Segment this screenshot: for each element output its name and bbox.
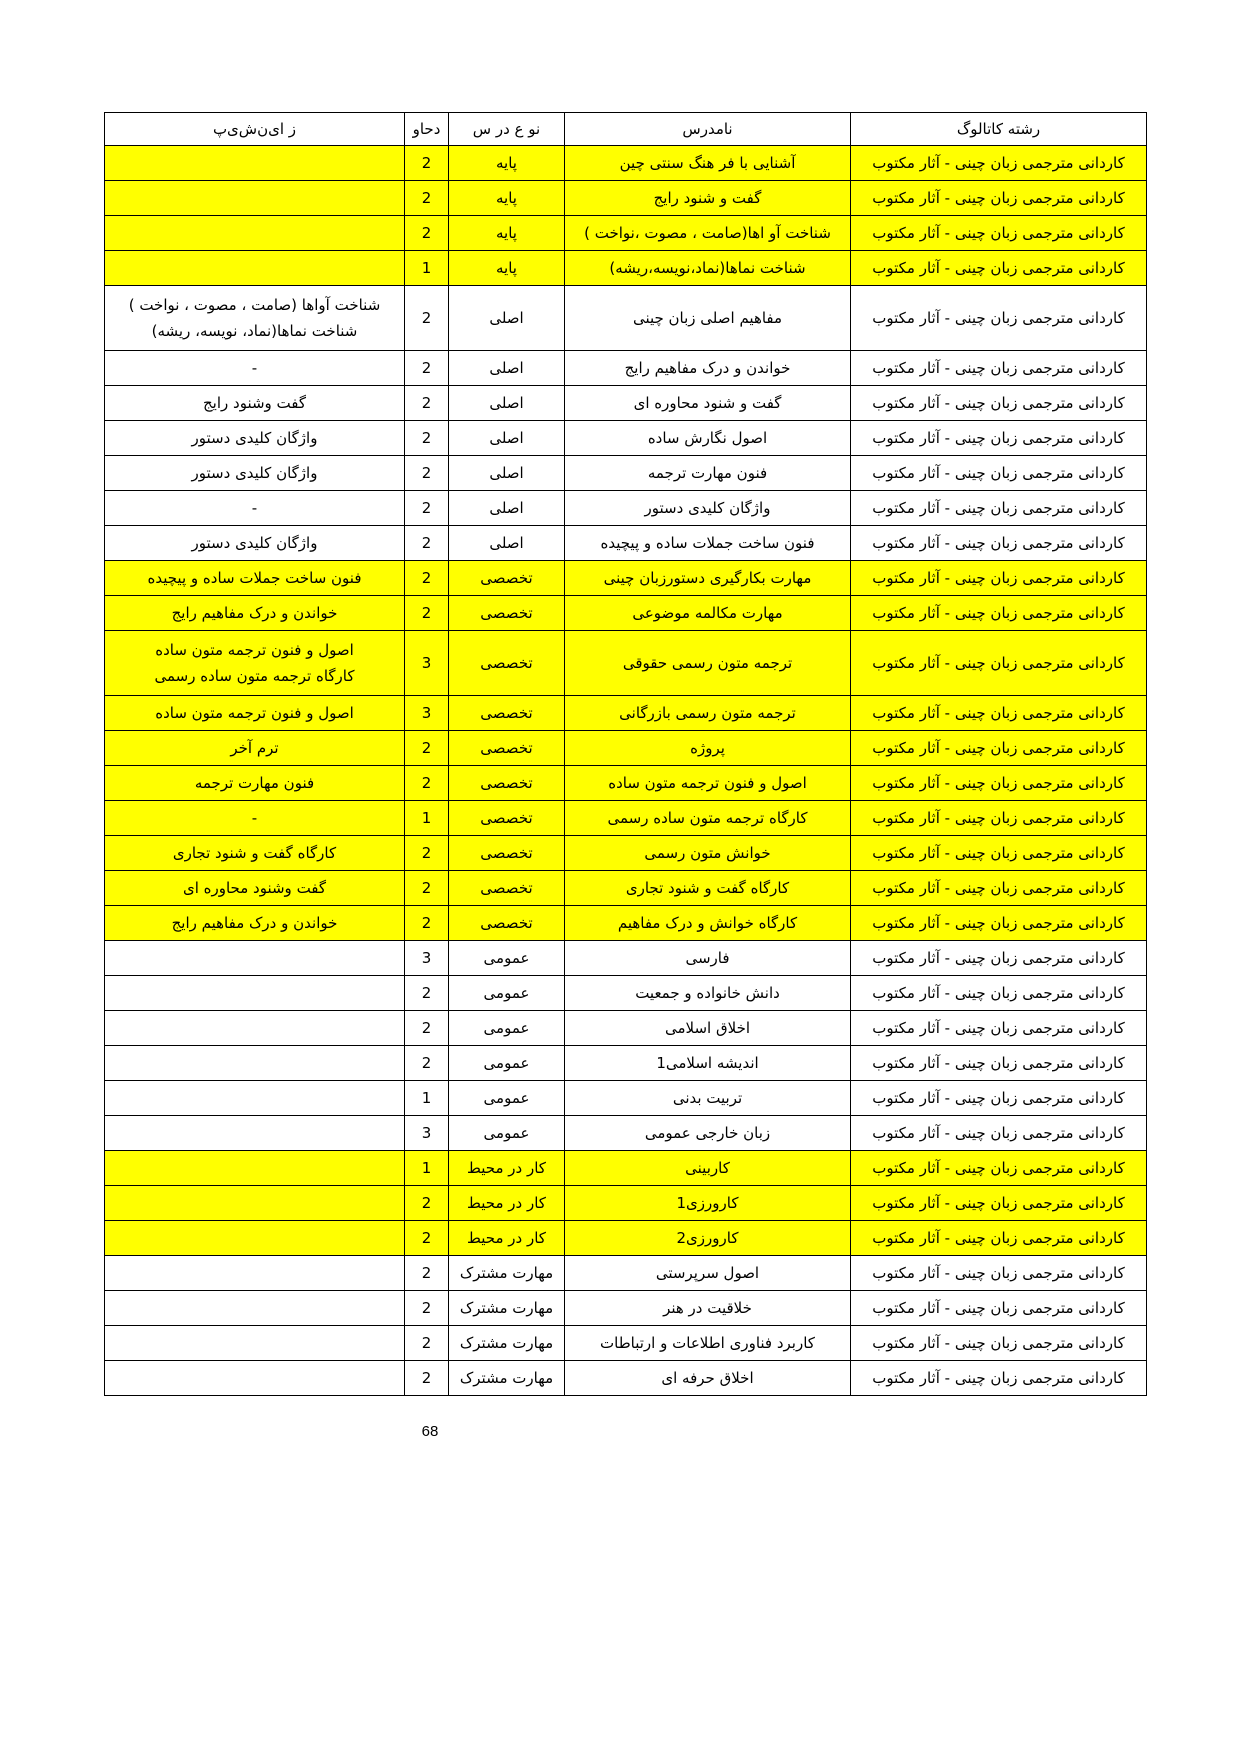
table-row <box>105 251 1147 286</box>
prerequisite-cell <box>105 216 405 251</box>
prerequisite-cell <box>105 696 405 731</box>
prerequisite-cell <box>105 596 405 631</box>
table-row <box>105 631 1147 696</box>
units-cell: 2 <box>405 906 449 941</box>
course-name-cell: اصول سرپرستی <box>565 1256 851 1291</box>
program-cell: کاردانی مترجمی زبان چینی - آثار مکتوب <box>851 941 1147 976</box>
header-course-name: نامدرس <box>565 113 851 146</box>
units-cell: 2 <box>405 526 449 561</box>
course-name-cell: فنون ساخت جملات ساده و پیچیده <box>565 526 851 561</box>
units-cell: 2 <box>405 596 449 631</box>
course-type-cell: اصلی <box>449 386 565 421</box>
table-row <box>105 1046 1147 1081</box>
program-cell: کاردانی مترجمی زبان چینی - آثار مکتوب <box>851 1326 1147 1361</box>
course-catalog-table <box>104 112 1147 1396</box>
course-type-cell: تخصصی <box>449 871 565 906</box>
units-cell: 3 <box>405 1116 449 1151</box>
course-name-cell: خوانش متون رسمی <box>565 836 851 871</box>
program-cell: کاردانی مترجمی زبان چینی - آثار مکتوب <box>851 1291 1147 1326</box>
course-name-cell: دانش خانواده و جمعیت <box>565 976 851 1011</box>
prerequisite-cell <box>105 251 405 286</box>
units-cell: 2 <box>405 1256 449 1291</box>
table-row <box>105 351 1147 386</box>
prerequisite-line: واژگان کلیدی دستور <box>191 429 318 447</box>
units-cell: 2 <box>405 286 449 351</box>
course-type-cell: کار در محیط <box>449 1186 565 1221</box>
header-course-type: نو ع در س <box>449 113 565 146</box>
course-name-cell: ترجمه متون رسمی حقوقی <box>565 631 851 696</box>
prerequisite-cell <box>105 631 405 696</box>
course-type-cell: تخصصی <box>449 561 565 596</box>
prerequisite-cell <box>105 1186 405 1221</box>
course-name-cell: مهارت بکارگیری دستورزبان چینی <box>565 561 851 596</box>
course-name-cell: کارورزی1 <box>565 1186 851 1221</box>
table-row <box>105 871 1147 906</box>
table-row <box>105 836 1147 871</box>
program-cell: کاردانی مترجمی زبان چینی - آثار مکتوب <box>851 631 1147 696</box>
table-row <box>105 1221 1147 1256</box>
prerequisite-cell <box>105 526 405 561</box>
prerequisite-line: فنون مهارت ترجمه <box>194 774 315 792</box>
prerequisite-line: اصول و فنون ترجمه متون ساده <box>155 641 354 659</box>
program-cell: کاردانی مترجمی زبان چینی - آثار مکتوب <box>851 421 1147 456</box>
course-name-cell: کاربینی <box>565 1151 851 1186</box>
prerequisite-cell <box>105 976 405 1011</box>
program-cell: کاردانی مترجمی زبان چینی - آثار مکتوب <box>851 906 1147 941</box>
prerequisite-line: اصول و فنون ترجمه متون ساده <box>155 704 354 722</box>
units-cell: 2 <box>405 976 449 1011</box>
course-type-cell: تخصصی <box>449 836 565 871</box>
course-name-cell: پروژه <box>565 731 851 766</box>
units-cell: 2 <box>405 836 449 871</box>
header-prerequisite: ز ای‌ن‌ش‌ی‌پ <box>105 113 405 146</box>
table-row <box>105 1361 1147 1396</box>
course-name-cell: فارسی <box>565 941 851 976</box>
program-cell: کاردانی مترجمی زبان چینی - آثار مکتوب <box>851 976 1147 1011</box>
course-name-cell: خواندن و درک مفاهیم رایج <box>565 351 851 386</box>
course-type-cell: عمومی <box>449 941 565 976</box>
prerequisite-cell <box>105 1256 405 1291</box>
prerequisite-line: گفت وشنود محاوره ای <box>182 879 327 897</box>
program-cell: کاردانی مترجمی زبان چینی - آثار مکتوب <box>851 731 1147 766</box>
table-row <box>105 561 1147 596</box>
table-row <box>105 696 1147 731</box>
prerequisite-cell <box>105 1081 405 1116</box>
prerequisite-cell <box>105 1291 405 1326</box>
course-name-cell: اصول و فنون ترجمه متون ساده <box>565 766 851 801</box>
units-cell: 2 <box>405 1186 449 1221</box>
units-cell: 1 <box>405 251 449 286</box>
course-name-cell: فنون مهارت ترجمه <box>565 456 851 491</box>
prerequisite-cell <box>105 1046 405 1081</box>
prerequisite-line: کارگاه ترجمه متون ساده رسمی <box>154 667 355 685</box>
table-row <box>105 1186 1147 1221</box>
table-row <box>105 421 1147 456</box>
table-row <box>105 766 1147 801</box>
program-cell: کاردانی مترجمی زبان چینی - آثار مکتوب <box>851 1011 1147 1046</box>
program-cell: کاردانی مترجمی زبان چینی - آثار مکتوب <box>851 871 1147 906</box>
table-row <box>105 286 1147 351</box>
units-cell: 2 <box>405 871 449 906</box>
units-cell: 2 <box>405 491 449 526</box>
course-name-cell: گفت و شنود محاوره ای <box>565 386 851 421</box>
prerequisite-cell <box>105 801 405 836</box>
prerequisite-cell <box>105 1116 405 1151</box>
prerequisite-line: ترم آخر <box>230 739 279 757</box>
prerequisite-line: خواندن و درک مفاهیم رایج <box>171 604 338 622</box>
table-row <box>105 941 1147 976</box>
course-type-cell: عمومی <box>449 1081 565 1116</box>
course-name-cell: آشنایی با فر هنگ سنتی چین <box>565 146 851 181</box>
prerequisite-line: فنون ساخت جملات ساده و پیچیده <box>147 569 362 587</box>
course-name-cell: مهارت مکالمه موضوعی <box>565 596 851 631</box>
course-type-cell: مهارت مشترک <box>449 1256 565 1291</box>
course-type-cell: اصلی <box>449 491 565 526</box>
course-name-cell: کارورزی2 <box>565 1221 851 1256</box>
course-type-cell: تخصصی <box>449 631 565 696</box>
program-cell: کاردانی مترجمی زبان چینی - آثار مکتوب <box>851 1221 1147 1256</box>
course-name-cell: اندیشه اسلامی1 <box>565 1046 851 1081</box>
units-cell: 2 <box>405 386 449 421</box>
units-cell: 2 <box>405 456 449 491</box>
prerequisite-line: - <box>251 499 258 517</box>
course-type-cell: مهارت مشترک <box>449 1291 565 1326</box>
course-type-cell: پایه <box>449 251 565 286</box>
course-type-cell: کار در محیط <box>449 1221 565 1256</box>
prerequisite-cell <box>105 386 405 421</box>
units-cell: 3 <box>405 941 449 976</box>
prerequisite-cell <box>105 941 405 976</box>
program-cell: کاردانی مترجمی زبان چینی - آثار مکتوب <box>851 491 1147 526</box>
prerequisite-line: گفت وشنود رایج <box>202 394 307 412</box>
course-name-cell: شناخت نماها(نماد،نویسه،ریشه) <box>565 251 851 286</box>
course-name-cell: تربیت بدنی <box>565 1081 851 1116</box>
table-row <box>105 976 1147 1011</box>
program-cell: کاردانی مترجمی زبان چینی - آثار مکتوب <box>851 1361 1147 1396</box>
table-row <box>105 906 1147 941</box>
program-cell: کاردانی مترجمی زبان چینی - آثار مکتوب <box>851 836 1147 871</box>
units-cell: 2 <box>405 351 449 386</box>
prerequisite-cell <box>105 421 405 456</box>
table-row <box>105 1256 1147 1291</box>
units-cell: 1 <box>405 801 449 836</box>
course-type-cell: اصلی <box>449 456 565 491</box>
course-type-cell: پایه <box>449 181 565 216</box>
prerequisite-cell <box>105 146 405 181</box>
course-name-cell: زبان خارجی عمومی <box>565 1116 851 1151</box>
table-row <box>105 801 1147 836</box>
units-cell: 1 <box>405 1151 449 1186</box>
table-row <box>105 596 1147 631</box>
course-type-cell: کار در محیط <box>449 1151 565 1186</box>
course-type-cell: تخصصی <box>449 801 565 836</box>
course-type-cell: مهارت مشترک <box>449 1326 565 1361</box>
course-name-cell: کارگاه ترجمه متون ساده رسمی <box>565 801 851 836</box>
course-name-cell: شناخت آو اها(صامت ، مصوت ،نواخت ) <box>565 216 851 251</box>
program-cell: کاردانی مترجمی زبان چینی - آثار مکتوب <box>851 1186 1147 1221</box>
prerequisite-cell <box>105 871 405 906</box>
course-type-cell: اصلی <box>449 526 565 561</box>
units-cell: 3 <box>405 631 449 696</box>
header-program: رشته کاتالوگ <box>851 113 1147 146</box>
course-name-cell: کاربرد فناوری اطلاعات و ارتباطات <box>565 1326 851 1361</box>
program-cell: کاردانی مترجمی زبان چینی - آثار مکتوب <box>851 251 1147 286</box>
program-cell: کاردانی مترجمی زبان چینی - آثار مکتوب <box>851 1116 1147 1151</box>
prerequisite-cell <box>105 731 405 766</box>
table-row <box>105 1081 1147 1116</box>
table-row <box>105 491 1147 526</box>
program-cell: کاردانی مترجمی زبان چینی - آثار مکتوب <box>851 801 1147 836</box>
course-type-cell: تخصصی <box>449 766 565 801</box>
course-name-cell: اخلاق حرفه ای <box>565 1361 851 1396</box>
table-row <box>105 1291 1147 1326</box>
program-cell: کاردانی مترجمی زبان چینی - آثار مکتوب <box>851 146 1147 181</box>
prerequisite-cell <box>105 1326 405 1361</box>
prerequisite-line: شناخت نماها(نماد، نویسه، ریشه) <box>151 322 358 340</box>
course-name-cell: مفاهیم اصلی زبان چینی <box>565 286 851 351</box>
course-type-cell: تخصصی <box>449 906 565 941</box>
program-cell: کاردانی مترجمی زبان چینی - آثار مکتوب <box>851 696 1147 731</box>
prerequisite-cell <box>105 456 405 491</box>
table-row <box>105 181 1147 216</box>
program-cell: کاردانی مترجمی زبان چینی - آثار مکتوب <box>851 1256 1147 1291</box>
course-name-cell: اخلاق اسلامی <box>565 1011 851 1046</box>
course-type-cell: مهارت مشترک <box>449 1361 565 1396</box>
prerequisite-line: کارگاه گفت و شنود تجاری <box>172 844 337 862</box>
course-type-cell: اصلی <box>449 421 565 456</box>
prerequisite-cell <box>105 836 405 871</box>
page-number: 68 <box>421 1423 439 1440</box>
prerequisite-cell <box>105 1151 405 1186</box>
course-type-cell: اصلی <box>449 286 565 351</box>
table-row <box>105 456 1147 491</box>
units-cell: 1 <box>405 1081 449 1116</box>
prerequisite-cell <box>105 1361 405 1396</box>
prerequisite-line: - <box>251 809 258 827</box>
course-type-cell: عمومی <box>449 1046 565 1081</box>
course-type-cell: پایه <box>449 146 565 181</box>
prerequisite-cell <box>105 906 405 941</box>
table-row <box>105 1116 1147 1151</box>
table-row <box>105 526 1147 561</box>
prerequisite-cell <box>105 491 405 526</box>
table-body <box>105 146 1147 1396</box>
course-name-cell: ترجمه متون رسمی بازرگانی <box>565 696 851 731</box>
program-cell: کاردانی مترجمی زبان چینی - آثار مکتوب <box>851 1151 1147 1186</box>
course-type-cell: اصلی <box>449 351 565 386</box>
units-cell: 2 <box>405 181 449 216</box>
course-name-cell: گفت و شنود رایج <box>565 181 851 216</box>
course-type-cell: پایه <box>449 216 565 251</box>
prerequisite-cell <box>105 351 405 386</box>
table-row <box>105 146 1147 181</box>
program-cell: کاردانی مترجمی زبان چینی - آثار مکتوب <box>851 456 1147 491</box>
course-type-cell: عمومی <box>449 1116 565 1151</box>
prerequisite-cell <box>105 181 405 216</box>
course-type-cell: تخصصی <box>449 696 565 731</box>
units-cell: 2 <box>405 1221 449 1256</box>
program-cell: کاردانی مترجمی زبان چینی - آثار مکتوب <box>851 526 1147 561</box>
units-cell: 2 <box>405 561 449 596</box>
table-row <box>105 1011 1147 1046</box>
prerequisite-cell <box>105 1011 405 1046</box>
prerequisite-cell <box>105 1221 405 1256</box>
prerequisite-line: واژگان کلیدی دستور <box>191 464 318 482</box>
units-cell: 2 <box>405 216 449 251</box>
program-cell: کاردانی مترجمی زبان چینی - آثار مکتوب <box>851 1081 1147 1116</box>
units-cell: 3 <box>405 696 449 731</box>
course-name-cell: اصول نگارش ساده <box>565 421 851 456</box>
units-cell: 2 <box>405 1011 449 1046</box>
units-cell: 2 <box>405 1046 449 1081</box>
prerequisite-cell <box>105 561 405 596</box>
prerequisite-line: واژگان کلیدی دستور <box>191 534 318 552</box>
units-cell: 2 <box>405 1361 449 1396</box>
course-name-cell: خلاقیت در هنر <box>565 1291 851 1326</box>
course-type-cell: عمومی <box>449 1011 565 1046</box>
course-type-cell: تخصصی <box>449 596 565 631</box>
program-cell: کاردانی مترجمی زبان چینی - آثار مکتوب <box>851 386 1147 421</box>
header-units: دحاو <box>405 113 449 146</box>
program-cell: کاردانی مترجمی زبان چینی - آثار مکتوب <box>851 181 1147 216</box>
course-name-cell: واژگان کلیدی دستور <box>565 491 851 526</box>
prerequisite-line: شناخت آواها (صامت ، مصوت ، نواخت ) <box>128 296 381 314</box>
units-cell: 2 <box>405 1291 449 1326</box>
course-type-cell: عمومی <box>449 976 565 1011</box>
units-cell: 2 <box>405 731 449 766</box>
prerequisite-cell <box>105 766 405 801</box>
course-name-cell: کارگاه خوانش و درک مفاهیم <box>565 906 851 941</box>
units-cell: 2 <box>405 421 449 456</box>
table-row <box>105 386 1147 421</box>
program-cell: کاردانی مترجمی زبان چینی - آثار مکتوب <box>851 766 1147 801</box>
program-cell: کاردانی مترجمی زبان چینی - آثار مکتوب <box>851 561 1147 596</box>
units-cell: 2 <box>405 146 449 181</box>
prerequisite-cell <box>105 286 405 351</box>
course-type-cell: تخصصی <box>449 731 565 766</box>
prerequisite-line: - <box>251 359 258 377</box>
table-row <box>105 1326 1147 1361</box>
program-cell: کاردانی مترجمی زبان چینی - آثار مکتوب <box>851 596 1147 631</box>
program-cell: کاردانی مترجمی زبان چینی - آثار مکتوب <box>851 1046 1147 1081</box>
table-row <box>105 216 1147 251</box>
units-cell: 2 <box>405 766 449 801</box>
prerequisite-line: خواندن و درک مفاهیم رایج <box>171 914 338 932</box>
table-row <box>105 1151 1147 1186</box>
program-cell: کاردانی مترجمی زبان چینی - آثار مکتوب <box>851 351 1147 386</box>
course-name-cell: کارگاه گفت و شنود تجاری <box>565 871 851 906</box>
units-cell: 2 <box>405 1326 449 1361</box>
table-row <box>105 731 1147 766</box>
table-header-row <box>105 113 1147 146</box>
program-cell: کاردانی مترجمی زبان چینی - آثار مکتوب <box>851 286 1147 351</box>
program-cell: کاردانی مترجمی زبان چینی - آثار مکتوب <box>851 216 1147 251</box>
